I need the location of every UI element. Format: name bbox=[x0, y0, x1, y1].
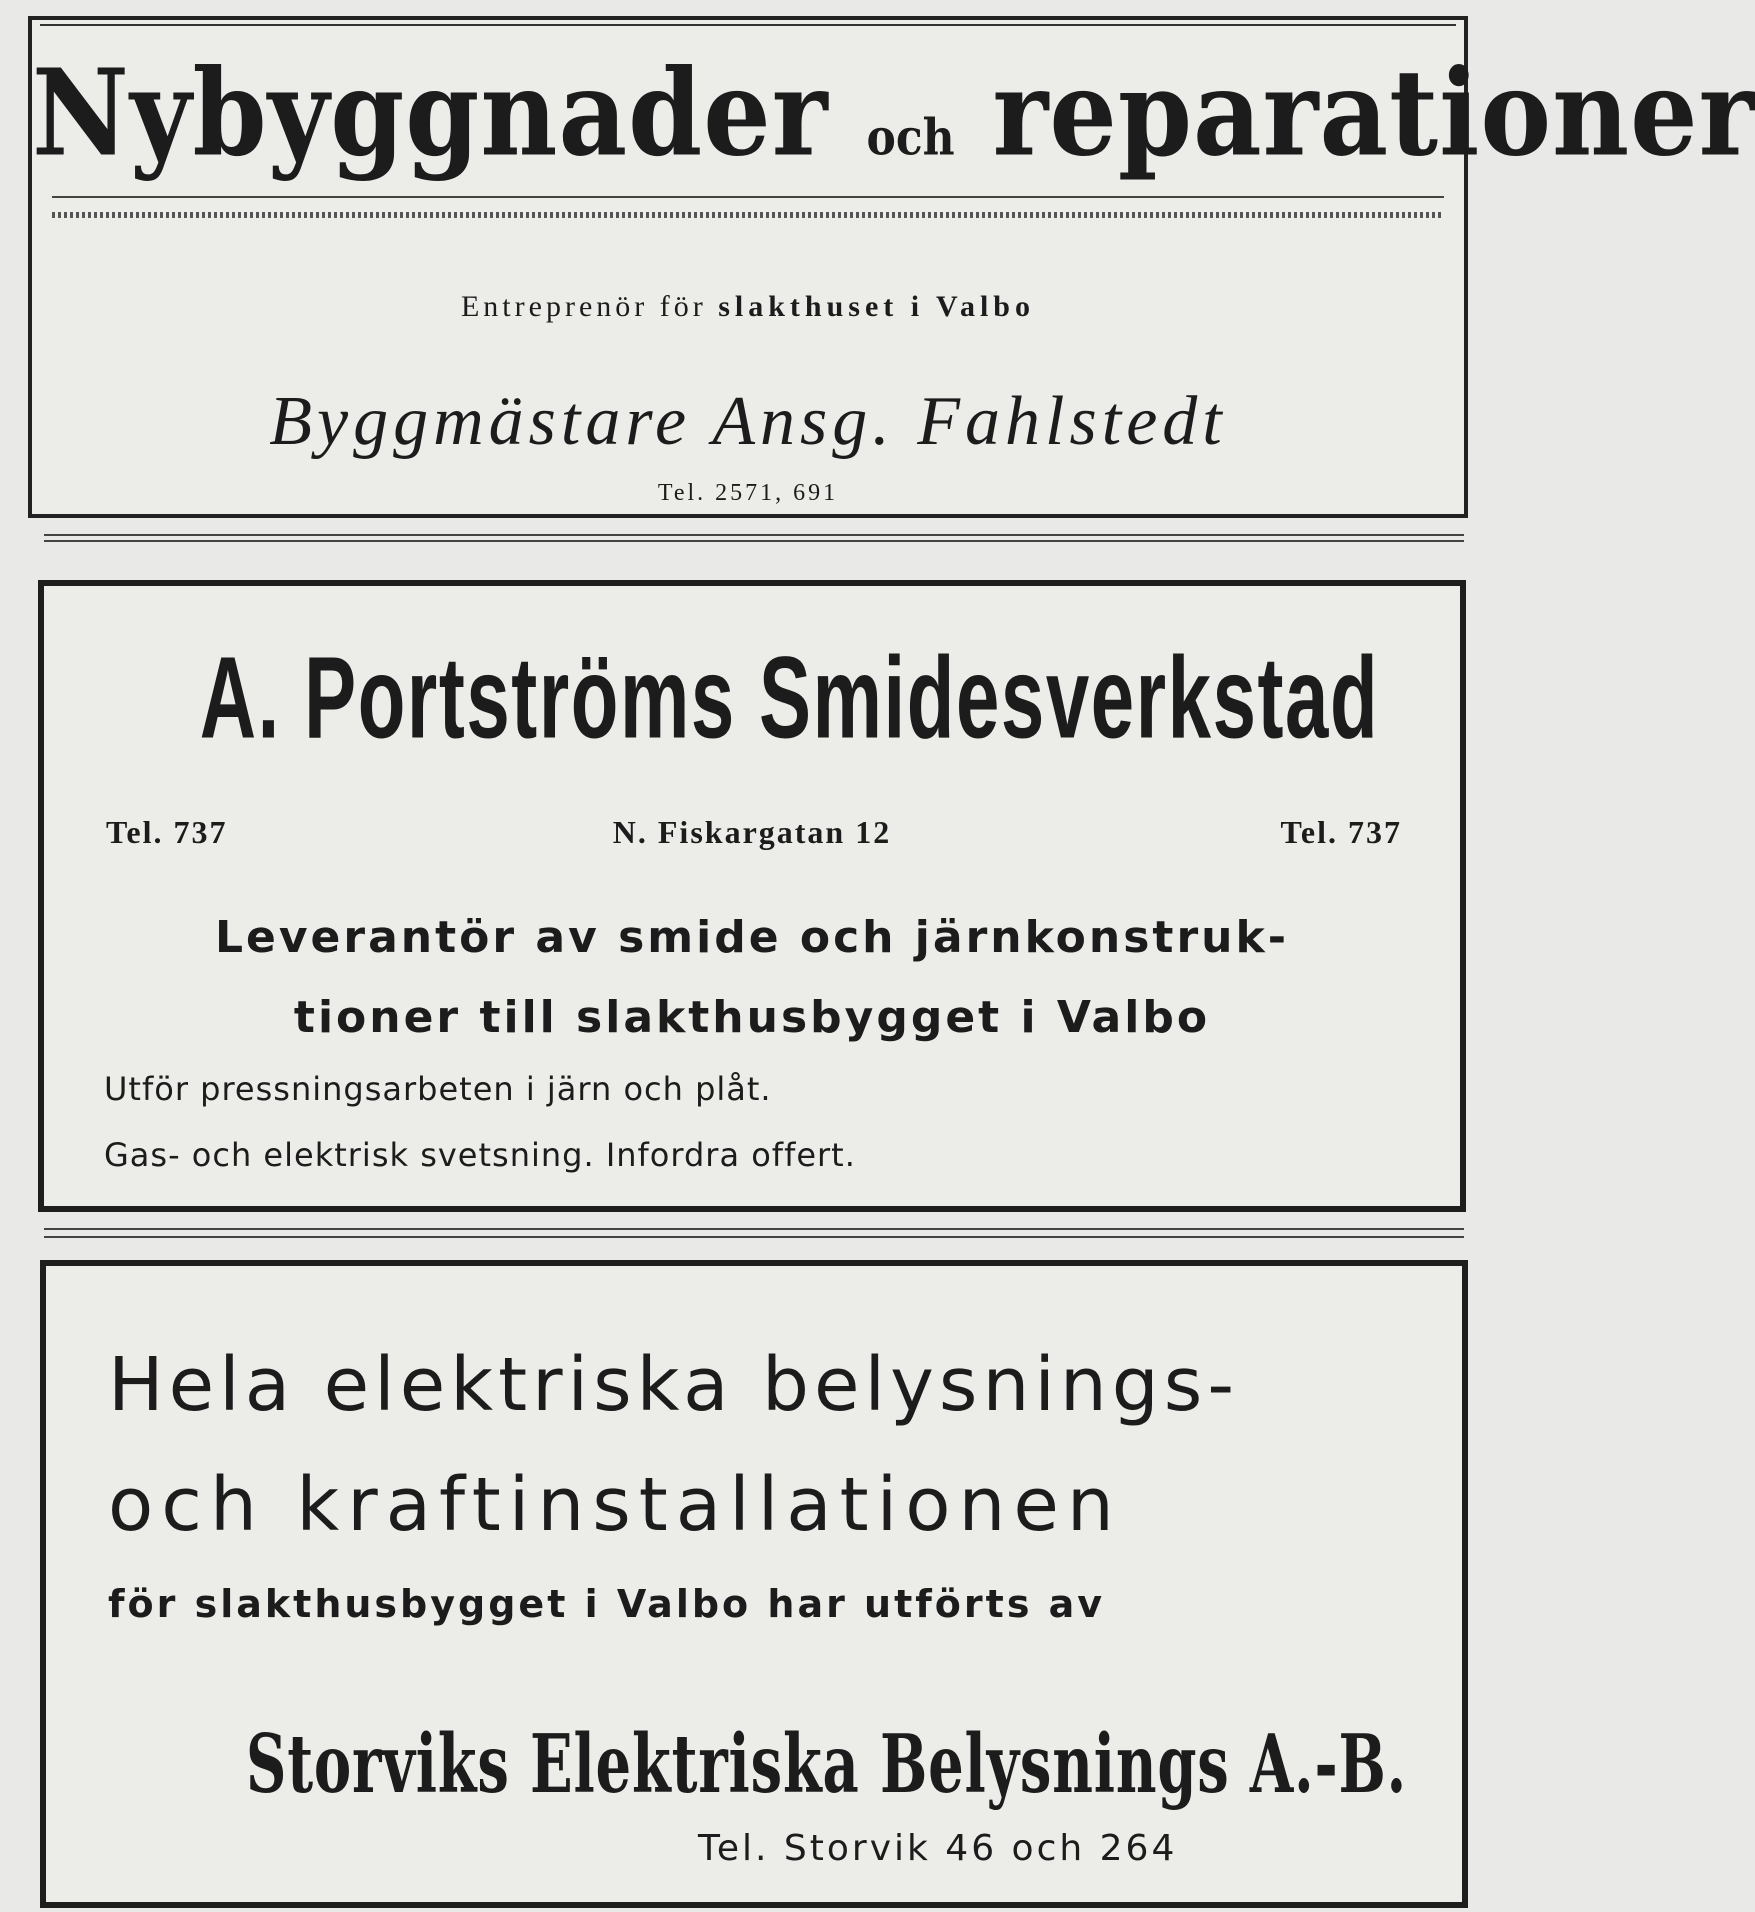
leverantor-text bbox=[44, 898, 1460, 1058]
headline-reparationer: reparationer bbox=[992, 42, 1755, 183]
ad3-headline-line-2: och kraftinstallationen bbox=[108, 1462, 1122, 1548]
separator-rule bbox=[44, 1236, 1464, 1238]
ad2-telephone-left: Tel. 737 bbox=[106, 814, 228, 850]
ad3-subline: för slakthusbygget i Valbo har utförts av bbox=[108, 1582, 1106, 1626]
svetsning-line: Gas- och elektrisk svetsning. Infordra offert. bbox=[104, 1136, 856, 1174]
dotted-divider bbox=[52, 212, 1444, 218]
divider-rule bbox=[52, 196, 1444, 198]
pressning-line: Utför pressningsarbeten i järn och plåt. bbox=[104, 1070, 772, 1108]
entreprenor-prefix: Entreprenör för bbox=[460, 290, 707, 323]
separator-rule bbox=[44, 534, 1464, 536]
entreprenor-bold: slakthuset i Valbo bbox=[718, 290, 1035, 323]
separator-rule bbox=[44, 1228, 1464, 1230]
company-name: Storviks Elektriska Belysnings A.-B. bbox=[246, 1715, 1407, 1812]
ad3-telephone: Tel. Storvik 46 och 264 bbox=[698, 1828, 1178, 1869]
ad2-address: N. Fiskargatan 12 bbox=[612, 814, 892, 850]
entreprenor-line bbox=[32, 290, 1464, 324]
inner-border-line bbox=[40, 24, 1456, 26]
ad-portstrom bbox=[38, 580, 1466, 1212]
leverantor-line-1: Leverantör av smide och järnkonstruk- bbox=[214, 912, 1289, 963]
headline-nybyggnader: Nybyggnader bbox=[32, 42, 829, 183]
ad1-telephone: Tel. 2571, 691 bbox=[657, 480, 839, 506]
leverantor-line-2: tioner till slakthusbygget i Valbo bbox=[293, 992, 1211, 1043]
separator-rule bbox=[44, 540, 1464, 542]
builder-name: Byggmästare Ansg. Fahlstedt bbox=[269, 383, 1227, 460]
ad2-telephone-right: Tel. 737 bbox=[1280, 814, 1402, 850]
ad2-headline: A. Portströms Smidesverkstad bbox=[199, 633, 1380, 763]
ad-storviks bbox=[40, 1260, 1468, 1908]
ad-fahlstedt bbox=[28, 16, 1755, 518]
ad3-headline-line-1: Hela elektriska belysnings- bbox=[108, 1342, 1240, 1428]
ad1-headline bbox=[32, 42, 1755, 183]
headline-och: och bbox=[866, 109, 955, 167]
